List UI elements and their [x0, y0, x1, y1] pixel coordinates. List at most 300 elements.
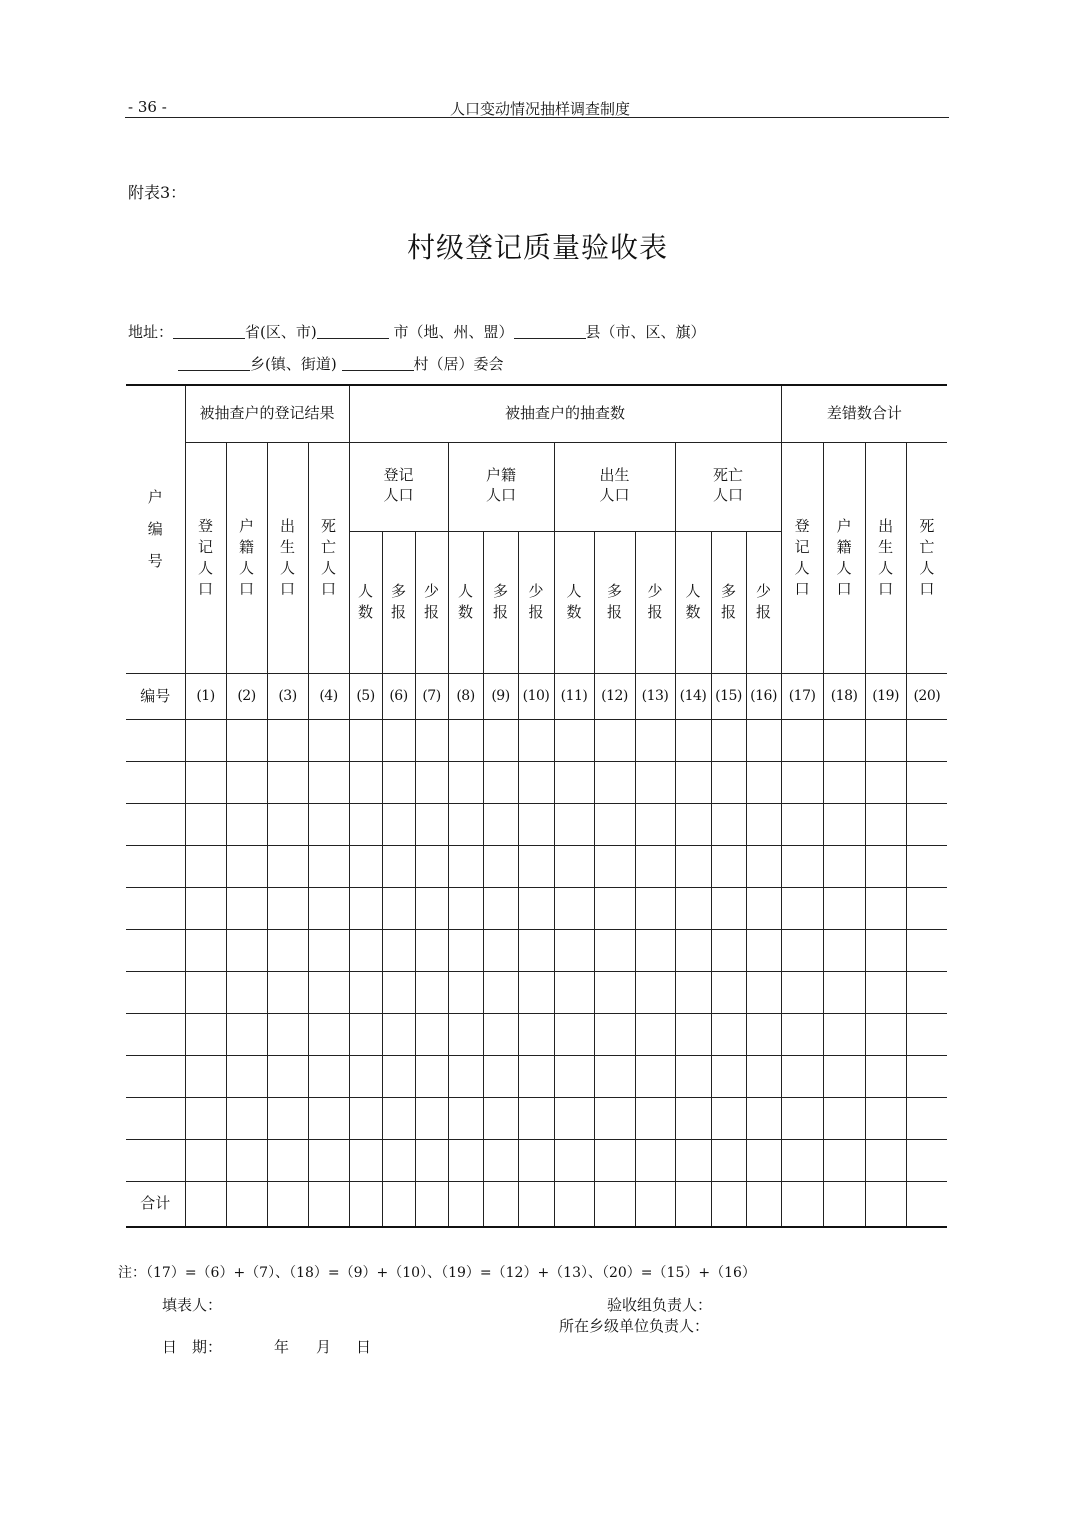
- data-cell[interactable]: [308, 971, 349, 1013]
- data-cell[interactable]: [308, 1013, 349, 1055]
- province-blank[interactable]: [173, 324, 245, 339]
- data-cell[interactable]: [415, 971, 448, 1013]
- data-cell[interactable]: [267, 719, 308, 761]
- data-cell[interactable]: [415, 761, 448, 803]
- data-cell[interactable]: [823, 971, 865, 1013]
- sample-group-births: 出生人口: [554, 442, 675, 531]
- data-cell[interactable]: [382, 1055, 415, 1097]
- data-cell[interactable]: [382, 971, 415, 1013]
- subcol-under: 少报: [746, 531, 781, 673]
- data-cell[interactable]: [675, 971, 711, 1013]
- data-cell[interactable]: [518, 887, 554, 929]
- data-cell[interactable]: [594, 1055, 635, 1097]
- data-cell[interactable]: [635, 971, 675, 1013]
- data-cell[interactable]: [711, 887, 746, 929]
- data-cell[interactable]: [906, 929, 947, 971]
- data-cell[interactable]: [711, 761, 746, 803]
- data-cell[interactable]: [349, 1139, 382, 1181]
- code-cell: (1): [185, 673, 226, 719]
- data-cell[interactable]: [746, 1055, 781, 1097]
- data-cell[interactable]: [746, 971, 781, 1013]
- total-cell[interactable]: [865, 1181, 906, 1227]
- code-cell: (2): [226, 673, 267, 719]
- total-cell[interactable]: [308, 1181, 349, 1227]
- data-cell[interactable]: [267, 1013, 308, 1055]
- data-cell[interactable]: [746, 1013, 781, 1055]
- data-cell[interactable]: [308, 929, 349, 971]
- subcol-under: 少报: [415, 531, 448, 673]
- household-id-cell[interactable]: [126, 761, 185, 803]
- data-cell[interactable]: [781, 719, 823, 761]
- acceptance-lead-label: 验收组负责人：: [607, 1296, 713, 1314]
- data-cell[interactable]: [823, 1055, 865, 1097]
- data-cell[interactable]: [781, 1055, 823, 1097]
- total-cell[interactable]: [906, 1181, 947, 1227]
- data-cell[interactable]: [675, 845, 711, 887]
- total-cell[interactable]: [823, 1181, 865, 1227]
- data-cell[interactable]: [226, 719, 267, 761]
- data-cell[interactable]: [415, 1013, 448, 1055]
- data-cell[interactable]: [906, 1139, 947, 1181]
- data-cell[interactable]: [226, 1097, 267, 1139]
- data-cell[interactable]: [711, 845, 746, 887]
- data-cell[interactable]: [746, 1139, 781, 1181]
- data-cell[interactable]: [906, 803, 947, 845]
- data-cell[interactable]: [483, 719, 518, 761]
- data-cell[interactable]: [594, 1013, 635, 1055]
- data-cell[interactable]: [865, 845, 906, 887]
- data-cell[interactable]: [865, 887, 906, 929]
- data-cell[interactable]: [185, 887, 226, 929]
- household-id-cell[interactable]: [126, 719, 185, 761]
- data-cell[interactable]: [554, 803, 594, 845]
- data-cell[interactable]: [865, 1097, 906, 1139]
- code-cell: (19): [865, 673, 906, 719]
- data-cell[interactable]: [349, 971, 382, 1013]
- data-cell[interactable]: [267, 803, 308, 845]
- data-cell[interactable]: [711, 1013, 746, 1055]
- data-cell[interactable]: [226, 803, 267, 845]
- data-cell[interactable]: [267, 845, 308, 887]
- data-cell[interactable]: [675, 719, 711, 761]
- data-cell[interactable]: [448, 929, 483, 971]
- data-cell[interactable]: [415, 1139, 448, 1181]
- data-cell[interactable]: [267, 887, 308, 929]
- data-cell[interactable]: [448, 845, 483, 887]
- registration-group-header: 被抽查户的登记结果: [185, 385, 349, 442]
- data-cell[interactable]: [483, 1013, 518, 1055]
- data-cell[interactable]: [483, 929, 518, 971]
- data-cell[interactable]: [382, 803, 415, 845]
- total-cell[interactable]: [483, 1181, 518, 1227]
- data-cell[interactable]: [415, 929, 448, 971]
- code-cell: (16): [746, 673, 781, 719]
- data-cell[interactable]: [823, 719, 865, 761]
- data-cell[interactable]: [711, 803, 746, 845]
- data-cell[interactable]: [823, 887, 865, 929]
- data-cell[interactable]: [308, 1139, 349, 1181]
- data-cell[interactable]: [746, 719, 781, 761]
- data-cell[interactable]: [382, 761, 415, 803]
- data-cell[interactable]: [781, 929, 823, 971]
- data-cell[interactable]: [518, 929, 554, 971]
- data-cell[interactable]: [823, 761, 865, 803]
- data-cell[interactable]: [554, 719, 594, 761]
- data-cell[interactable]: [382, 845, 415, 887]
- data-cell[interactable]: [226, 761, 267, 803]
- data-cell[interactable]: [448, 1139, 483, 1181]
- header-rule: [125, 117, 949, 118]
- data-cell[interactable]: [382, 1097, 415, 1139]
- data-cell[interactable]: [308, 1097, 349, 1139]
- data-cell[interactable]: [675, 761, 711, 803]
- day-label: 日: [356, 1338, 372, 1356]
- data-cell[interactable]: [906, 887, 947, 929]
- household-id-cell[interactable]: [126, 971, 185, 1013]
- data-cell[interactable]: [554, 1097, 594, 1139]
- data-cell[interactable]: [448, 761, 483, 803]
- data-cell[interactable]: [518, 845, 554, 887]
- data-cell[interactable]: [594, 1139, 635, 1181]
- data-cell[interactable]: [267, 971, 308, 1013]
- data-cell[interactable]: [518, 1139, 554, 1181]
- subcol-count: 人数: [349, 531, 382, 673]
- data-cell[interactable]: [415, 1055, 448, 1097]
- total-cell[interactable]: [554, 1181, 594, 1227]
- data-cell[interactable]: [906, 1097, 947, 1139]
- total-cell[interactable]: [711, 1181, 746, 1227]
- table-row: [126, 929, 947, 971]
- data-cell[interactable]: [308, 1055, 349, 1097]
- data-cell[interactable]: [746, 1097, 781, 1139]
- data-cell[interactable]: [865, 803, 906, 845]
- data-cell[interactable]: [823, 1097, 865, 1139]
- township-lead-label: 所在乡级单位负责人：: [559, 1317, 710, 1335]
- province-label: 省(区、市): [245, 323, 317, 341]
- data-cell[interactable]: [226, 1139, 267, 1181]
- data-cell[interactable]: [711, 1055, 746, 1097]
- data-cell[interactable]: [746, 887, 781, 929]
- data-cell[interactable]: [635, 929, 675, 971]
- data-cell[interactable]: [349, 929, 382, 971]
- data-cell[interactable]: [823, 929, 865, 971]
- data-cell[interactable]: [594, 803, 635, 845]
- data-cell[interactable]: [675, 1055, 711, 1097]
- data-cell[interactable]: [415, 887, 448, 929]
- city-label: 市（地、州、盟）: [393, 323, 514, 341]
- township-label: 乡(镇、街道): [250, 355, 337, 373]
- data-cell[interactable]: [594, 845, 635, 887]
- data-cell[interactable]: [308, 719, 349, 761]
- data-cell[interactable]: [594, 1097, 635, 1139]
- data-cell[interactable]: [635, 719, 675, 761]
- city-blank[interactable]: [317, 324, 389, 339]
- county-blank[interactable]: [514, 324, 586, 339]
- total-cell[interactable]: [675, 1181, 711, 1227]
- data-cell[interactable]: [185, 1139, 226, 1181]
- total-cell[interactable]: [382, 1181, 415, 1227]
- data-cell[interactable]: [675, 929, 711, 971]
- data-cell[interactable]: [711, 719, 746, 761]
- data-cell[interactable]: [518, 971, 554, 1013]
- data-cell[interactable]: [415, 719, 448, 761]
- data-cell[interactable]: [675, 1097, 711, 1139]
- data-cell[interactable]: [635, 761, 675, 803]
- registration-col-deaths: 死亡人口: [308, 442, 349, 673]
- data-cell[interactable]: [448, 887, 483, 929]
- data-cell[interactable]: [781, 1097, 823, 1139]
- data-cell[interactable]: [823, 845, 865, 887]
- data-cell[interactable]: [226, 887, 267, 929]
- data-cell[interactable]: [382, 719, 415, 761]
- data-cell[interactable]: [711, 971, 746, 1013]
- data-cell[interactable]: [594, 971, 635, 1013]
- data-cell[interactable]: [675, 887, 711, 929]
- data-cell[interactable]: [226, 971, 267, 1013]
- data-cell[interactable]: [382, 1013, 415, 1055]
- data-cell[interactable]: [349, 761, 382, 803]
- data-cell[interactable]: [185, 761, 226, 803]
- data-cell[interactable]: [518, 1097, 554, 1139]
- data-cell[interactable]: [865, 929, 906, 971]
- data-cell[interactable]: [554, 929, 594, 971]
- data-cell[interactable]: [711, 1097, 746, 1139]
- household-id-cell[interactable]: [126, 1139, 185, 1181]
- table-row: [126, 971, 947, 1013]
- township-blank[interactable]: [178, 356, 250, 371]
- total-cell[interactable]: [267, 1181, 308, 1227]
- data-cell[interactable]: [349, 845, 382, 887]
- code-cell: (13): [635, 673, 675, 719]
- data-cell[interactable]: [594, 719, 635, 761]
- data-cell[interactable]: [554, 845, 594, 887]
- data-cell[interactable]: [635, 803, 675, 845]
- data-cell[interactable]: [865, 719, 906, 761]
- data-cell[interactable]: [483, 761, 518, 803]
- household-id-cell[interactable]: [126, 1097, 185, 1139]
- data-cell[interactable]: [746, 803, 781, 845]
- household-id-cell[interactable]: [126, 803, 185, 845]
- data-cell[interactable]: [746, 929, 781, 971]
- data-cell[interactable]: [823, 1013, 865, 1055]
- total-cell[interactable]: [185, 1181, 226, 1227]
- running-title: 人口变动情况抽样调查制度: [449, 100, 630, 118]
- data-cell[interactable]: [635, 1139, 675, 1181]
- error-col-household: 户籍人口: [823, 442, 865, 673]
- data-cell[interactable]: [594, 929, 635, 971]
- data-cell[interactable]: [349, 1013, 382, 1055]
- data-cell[interactable]: [865, 971, 906, 1013]
- data-cell[interactable]: [635, 1055, 675, 1097]
- data-cell[interactable]: [185, 803, 226, 845]
- total-cell[interactable]: [226, 1181, 267, 1227]
- registration-col-household: 户籍人口: [226, 442, 267, 673]
- data-cell[interactable]: [349, 1097, 382, 1139]
- data-cell[interactable]: [711, 1139, 746, 1181]
- data-cell[interactable]: [185, 719, 226, 761]
- total-cell[interactable]: [746, 1181, 781, 1227]
- address-line-2: [178, 353, 504, 374]
- data-cell[interactable]: [635, 1013, 675, 1055]
- data-cell[interactable]: [483, 1055, 518, 1097]
- data-cell[interactable]: [781, 1139, 823, 1181]
- data-cell[interactable]: [308, 761, 349, 803]
- data-cell[interactable]: [483, 1139, 518, 1181]
- data-cell[interactable]: [518, 761, 554, 803]
- data-cell[interactable]: [518, 1055, 554, 1097]
- code-cell: (15): [711, 673, 746, 719]
- data-cell[interactable]: [483, 803, 518, 845]
- data-cell[interactable]: [554, 1139, 594, 1181]
- data-cell[interactable]: [308, 845, 349, 887]
- code-row-label: 编号: [126, 673, 185, 719]
- data-cell[interactable]: [226, 1013, 267, 1055]
- total-cell[interactable]: [415, 1181, 448, 1227]
- household-id-cell[interactable]: [126, 845, 185, 887]
- data-cell[interactable]: [906, 761, 947, 803]
- total-cell[interactable]: [518, 1181, 554, 1227]
- data-cell[interactable]: [185, 1013, 226, 1055]
- data-cell[interactable]: [415, 1097, 448, 1139]
- data-cell[interactable]: [382, 887, 415, 929]
- data-cell[interactable]: [906, 1013, 947, 1055]
- code-row: [126, 673, 947, 719]
- total-cell[interactable]: [781, 1181, 823, 1227]
- data-cell[interactable]: [226, 929, 267, 971]
- header-row-groups: [126, 385, 947, 442]
- data-cell[interactable]: [267, 1055, 308, 1097]
- data-cell[interactable]: [483, 1097, 518, 1139]
- data-cell[interactable]: [906, 971, 947, 1013]
- data-cell[interactable]: [781, 845, 823, 887]
- data-cell[interactable]: [675, 803, 711, 845]
- data-cell[interactable]: [226, 845, 267, 887]
- data-cell[interactable]: [635, 845, 675, 887]
- data-cell[interactable]: [518, 1013, 554, 1055]
- data-cell[interactable]: [865, 1013, 906, 1055]
- data-cell[interactable]: [267, 1139, 308, 1181]
- year-label: 年: [274, 1338, 290, 1356]
- data-cell[interactable]: [448, 971, 483, 1013]
- data-cell[interactable]: [746, 845, 781, 887]
- data-cell[interactable]: [483, 887, 518, 929]
- data-cell[interactable]: [185, 1097, 226, 1139]
- code-cell: (14): [675, 673, 711, 719]
- data-cell[interactable]: [635, 887, 675, 929]
- data-cell[interactable]: [518, 803, 554, 845]
- data-cell[interactable]: [448, 1013, 483, 1055]
- code-cell: (17): [781, 673, 823, 719]
- data-cell[interactable]: [415, 845, 448, 887]
- village-blank[interactable]: [342, 356, 414, 371]
- data-cell[interactable]: [554, 887, 594, 929]
- data-cell[interactable]: [554, 1055, 594, 1097]
- data-cell[interactable]: [349, 803, 382, 845]
- data-cell[interactable]: [823, 803, 865, 845]
- data-cell[interactable]: [906, 719, 947, 761]
- data-cell[interactable]: [554, 971, 594, 1013]
- data-cell[interactable]: [554, 1013, 594, 1055]
- data-cell[interactable]: [308, 887, 349, 929]
- data-cell[interactable]: [906, 1055, 947, 1097]
- data-cell[interactable]: [781, 1013, 823, 1055]
- data-cell[interactable]: [349, 719, 382, 761]
- error-col-deaths: 死亡人口: [906, 442, 947, 673]
- total-cell[interactable]: [448, 1181, 483, 1227]
- appendix-label: 附表3：: [128, 183, 187, 202]
- data-cell[interactable]: [308, 803, 349, 845]
- table-row: [126, 887, 947, 929]
- data-cell[interactable]: [518, 719, 554, 761]
- data-cell[interactable]: [594, 761, 635, 803]
- data-cell[interactable]: [483, 845, 518, 887]
- data-cell[interactable]: [675, 1139, 711, 1181]
- data-cell[interactable]: [185, 1055, 226, 1097]
- data-cell[interactable]: [267, 761, 308, 803]
- data-cell[interactable]: [349, 887, 382, 929]
- data-cell[interactable]: [823, 1139, 865, 1181]
- filler-label: 填表人：: [162, 1296, 223, 1314]
- data-cell[interactable]: [711, 929, 746, 971]
- data-cell[interactable]: [185, 971, 226, 1013]
- data-cell[interactable]: [185, 929, 226, 971]
- data-cell[interactable]: [781, 887, 823, 929]
- data-cell[interactable]: [781, 803, 823, 845]
- data-cell[interactable]: [382, 929, 415, 971]
- data-cell[interactable]: [349, 1055, 382, 1097]
- household-id-cell[interactable]: [126, 887, 185, 929]
- formula-note: 注：（17）=（6）+（7）、（18）=（9）+（10）、（19）=（12）+（13）、（20）=（15）+（16）: [118, 1265, 756, 1281]
- data-cell[interactable]: [448, 1055, 483, 1097]
- data-cell[interactable]: [267, 1097, 308, 1139]
- household-id-cell[interactable]: [126, 1013, 185, 1055]
- code-cell: (6): [382, 673, 415, 719]
- data-cell[interactable]: [448, 719, 483, 761]
- household-id-cell[interactable]: [126, 1055, 185, 1097]
- data-cell[interactable]: [781, 761, 823, 803]
- total-cell[interactable]: [635, 1181, 675, 1227]
- data-cell[interactable]: [746, 761, 781, 803]
- sample-group-household: 户籍人口: [448, 442, 554, 531]
- data-cell[interactable]: [483, 971, 518, 1013]
- data-cell[interactable]: [185, 845, 226, 887]
- data-cell[interactable]: [865, 1139, 906, 1181]
- data-cell[interactable]: [267, 929, 308, 971]
- quality-acceptance-table: [126, 384, 947, 1228]
- data-cell[interactable]: [448, 1097, 483, 1139]
- data-cell[interactable]: [865, 1055, 906, 1097]
- code-cell: (9): [483, 673, 518, 719]
- data-cell[interactable]: [865, 761, 906, 803]
- data-cell[interactable]: [635, 1097, 675, 1139]
- subcol-over: 多报: [382, 531, 415, 673]
- data-cell[interactable]: [448, 803, 483, 845]
- total-cell[interactable]: [349, 1181, 382, 1227]
- data-cell[interactable]: [415, 803, 448, 845]
- total-cell[interactable]: [594, 1181, 635, 1227]
- page-number: - 36 -: [128, 98, 167, 116]
- data-cell[interactable]: [594, 887, 635, 929]
- data-cell[interactable]: [554, 761, 594, 803]
- data-cell[interactable]: [382, 1139, 415, 1181]
- address-label: 地址：: [128, 323, 174, 341]
- data-cell[interactable]: [675, 1013, 711, 1055]
- household-id-cell[interactable]: [126, 929, 185, 971]
- code-cell: (3): [267, 673, 308, 719]
- data-cell[interactable]: [906, 845, 947, 887]
- data-cell[interactable]: [226, 1055, 267, 1097]
- data-cell[interactable]: [781, 971, 823, 1013]
